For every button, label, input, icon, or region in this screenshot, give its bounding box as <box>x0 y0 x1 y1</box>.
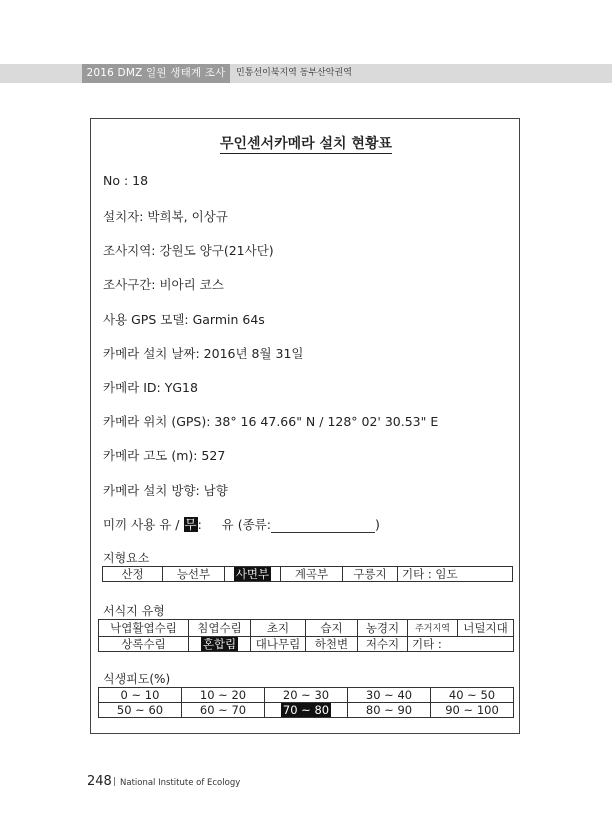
header-report-tag: 2016 DMZ 일원 생태계 조사 <box>82 64 230 83</box>
coverage-cell: 60 ~ 70 <box>182 703 265 718</box>
habitat-cell: 낙엽활엽수림 <box>99 620 189 637</box>
habitat-cell: 기타 : <box>408 637 514 652</box>
habitat-cell: 농경지 <box>358 620 408 637</box>
field-region: 조사지역: 강원도 양구(21사단) <box>103 243 274 258</box>
habitat-cell: 침엽수림 <box>189 620 251 637</box>
coverage-cell: 20 ~ 30 <box>265 688 348 703</box>
field-installer: 설치자: 박희복, 이상규 <box>103 209 228 224</box>
terrain-cell: 계곡부 <box>281 567 343 582</box>
coverage-cell: 0 ~ 10 <box>99 688 182 703</box>
bait-selected-mark: 무 <box>184 517 197 532</box>
habitat-cell: 대나무림 <box>251 637 306 652</box>
field-gps-model: 사용 GPS 모델: Garmin 64s <box>103 312 265 327</box>
coverage-cell: 10 ~ 20 <box>182 688 265 703</box>
habitat-label: 서식지 유형 <box>103 604 165 618</box>
habitat-cell: 하천변 <box>306 637 358 652</box>
terrain-table <box>102 566 513 582</box>
coverage-table <box>98 687 514 718</box>
terrain-row <box>103 567 513 582</box>
coverage-label: 식생피도(%) <box>103 672 171 686</box>
terrain-label: 지형요소 <box>103 551 150 565</box>
habitat-cell: 너덜지대 <box>458 620 514 637</box>
habitat-cell: 상록수림 <box>99 637 189 652</box>
field-bait: 미끼 사용 유 / 무: 유 (종류: ) <box>103 517 380 532</box>
coverage-row-2 <box>99 703 514 718</box>
habitat-table <box>98 619 514 652</box>
header-region-subtitle: 민통선이북지역 동부산악권역 <box>236 68 352 78</box>
terrain-cell: 산정 <box>103 567 163 582</box>
coverage-cell: 90 ~ 100 <box>431 703 514 718</box>
form-title: 무인센서카메라 설치 현황표 <box>219 136 393 152</box>
habitat-cell: 습지 <box>306 620 358 637</box>
page-number: 248 <box>87 774 112 789</box>
footer-separator: | <box>113 777 117 787</box>
field-install-date: 카메라 설치 날짜: 2016년 8월 31일 <box>103 346 304 361</box>
field-camera-position: 카메라 위치 (GPS): 38° 16 47.66" N / 128° 02' 30.53" E <box>103 414 439 429</box>
field-section: 조사구간: 비아리 코스 <box>103 277 224 292</box>
habitat-cell-selected: 혼합림 <box>189 637 251 652</box>
terrain-cell-selected: 사면부 <box>225 567 281 582</box>
habitat-row-2 <box>99 637 514 652</box>
coverage-cell-selected: 70 ~ 80 <box>265 703 348 718</box>
terrain-cell: 기타 : 임도 <box>398 567 513 582</box>
habitat-row-1 <box>99 620 514 637</box>
coverage-cell: 50 ~ 60 <box>99 703 182 718</box>
coverage-cell: 30 ~ 40 <box>348 688 431 703</box>
habitat-cell: 주거지역 <box>408 620 458 637</box>
bait-type-blank <box>271 520 375 533</box>
habitat-cell: 초지 <box>251 620 306 637</box>
field-no: No : 18 <box>103 173 149 188</box>
coverage-row-1 <box>99 688 514 703</box>
coverage-cell: 40 ~ 50 <box>431 688 514 703</box>
terrain-cell: 능선부 <box>163 567 225 582</box>
terrain-cell: 구릉지 <box>343 567 398 582</box>
field-camera-id: 카메라 ID: YG18 <box>103 380 198 395</box>
habitat-cell: 저수지 <box>358 637 408 652</box>
footer-institution: National Institute of Ecology <box>120 778 241 788</box>
field-direction: 카메라 설치 방향: 남향 <box>103 483 228 498</box>
coverage-cell: 80 ~ 90 <box>348 703 431 718</box>
field-altitude: 카메라 고도 (m): 527 <box>103 448 226 463</box>
